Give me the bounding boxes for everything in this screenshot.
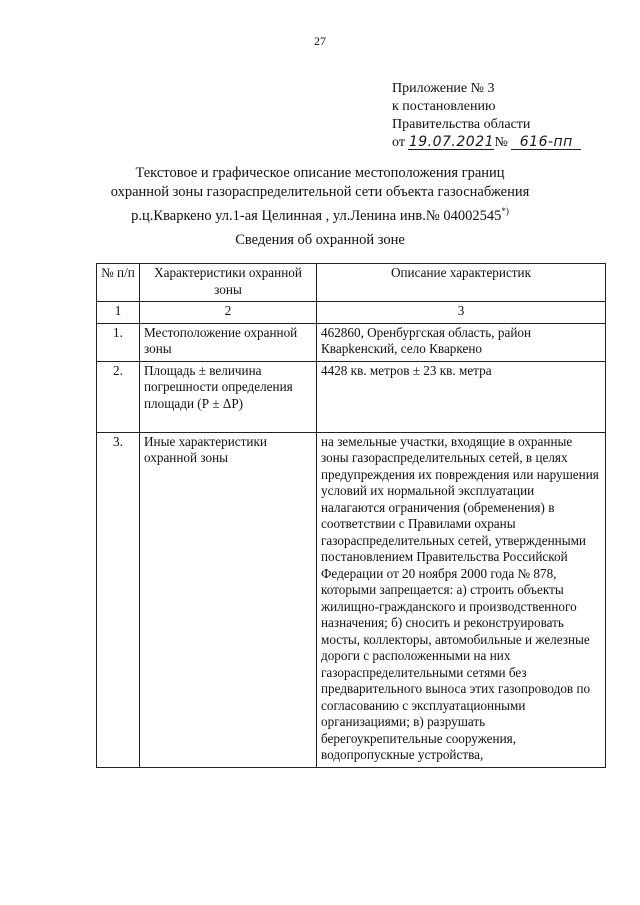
table-row bbox=[97, 323, 606, 361]
col-number-2: 2 bbox=[140, 302, 317, 324]
title-line1: Текстовое и графическое описание местоположения границ bbox=[135, 165, 505, 181]
from-label: от bbox=[392, 135, 405, 150]
col-number-1: 1 bbox=[97, 302, 140, 324]
table-header-row bbox=[97, 264, 606, 302]
row-description: 462860, Оренбургская область, район Кварkенский, село Кваркено bbox=[317, 323, 606, 361]
document-title bbox=[0, 164, 640, 226]
handwritten-date: 19.07.2021 bbox=[408, 134, 495, 150]
title-line3-text: р.ц.Кваркено ул.1-ая Целинная , ул.Ленина инв.№ 04002545 bbox=[131, 207, 502, 224]
number-label: № bbox=[494, 135, 508, 150]
section-heading: Сведения об охранной зоне bbox=[235, 232, 405, 248]
appendix-date-row bbox=[392, 134, 581, 154]
zone-table bbox=[96, 263, 606, 768]
appendix-header bbox=[392, 80, 581, 154]
appendix-line3: Правительства области bbox=[392, 117, 531, 132]
table-row bbox=[97, 361, 606, 432]
row-number: 1. bbox=[97, 323, 140, 361]
footnote-mark: *) bbox=[501, 206, 509, 216]
row-characteristic: Площадь ± величина погрешности определения площади (Р ± ΔР) bbox=[140, 361, 317, 432]
row-number: 3. bbox=[97, 432, 140, 767]
title-line2: охранной зоны газораспределительной сети объекта газоснабжения bbox=[110, 184, 530, 200]
header-description: Описание характеристик bbox=[317, 264, 606, 302]
appendix-line1: Приложение № 3 bbox=[392, 81, 495, 96]
col-number-3: 3 bbox=[317, 302, 606, 324]
header-characteristic: Характеристики охранной зоны bbox=[140, 264, 317, 302]
title-line3 bbox=[0, 202, 640, 226]
row-number: 2. bbox=[97, 361, 140, 432]
handwritten-number: 616-пп bbox=[511, 135, 581, 150]
row-characteristic: Местоположение охранной зоны bbox=[140, 323, 317, 361]
row-description: на земельные участки, входящие в охранные зоны газораспределительных сетей, в целях предупреждения их повреждения или нарушения условий их нормальной эксплуатации налагаются ограничения (обременения) в соответствии с Правилами охраны газораспределительных сетей, утвержденными постановлением Правительства Российской Федерации от 20 ноября 2000 года № 878, которыми запрещается: а) строить объекты жилищно-гражданского и производственного назначения; б) сносить и реконструировать мосты, коллекторы, автомобильные и железные дороги с расположенными на них газораспределительными сетями без предварительного выноса этих газопроводов по согласованию с эксплуатационными организациями; в) разрушать берегоукрепительные сооружения, водопропускные устройства, bbox=[317, 432, 606, 767]
appendix-line2: к постановлению bbox=[392, 99, 496, 114]
header-number: № п/п bbox=[97, 264, 140, 302]
page-number: 27 bbox=[314, 34, 326, 48]
column-number-row bbox=[97, 302, 606, 324]
row-description: 4428 кв. метров ± 23 кв. метра bbox=[317, 361, 606, 432]
row-characteristic: Иные характеристики охранной зоны bbox=[140, 432, 317, 767]
table-row bbox=[97, 432, 606, 767]
